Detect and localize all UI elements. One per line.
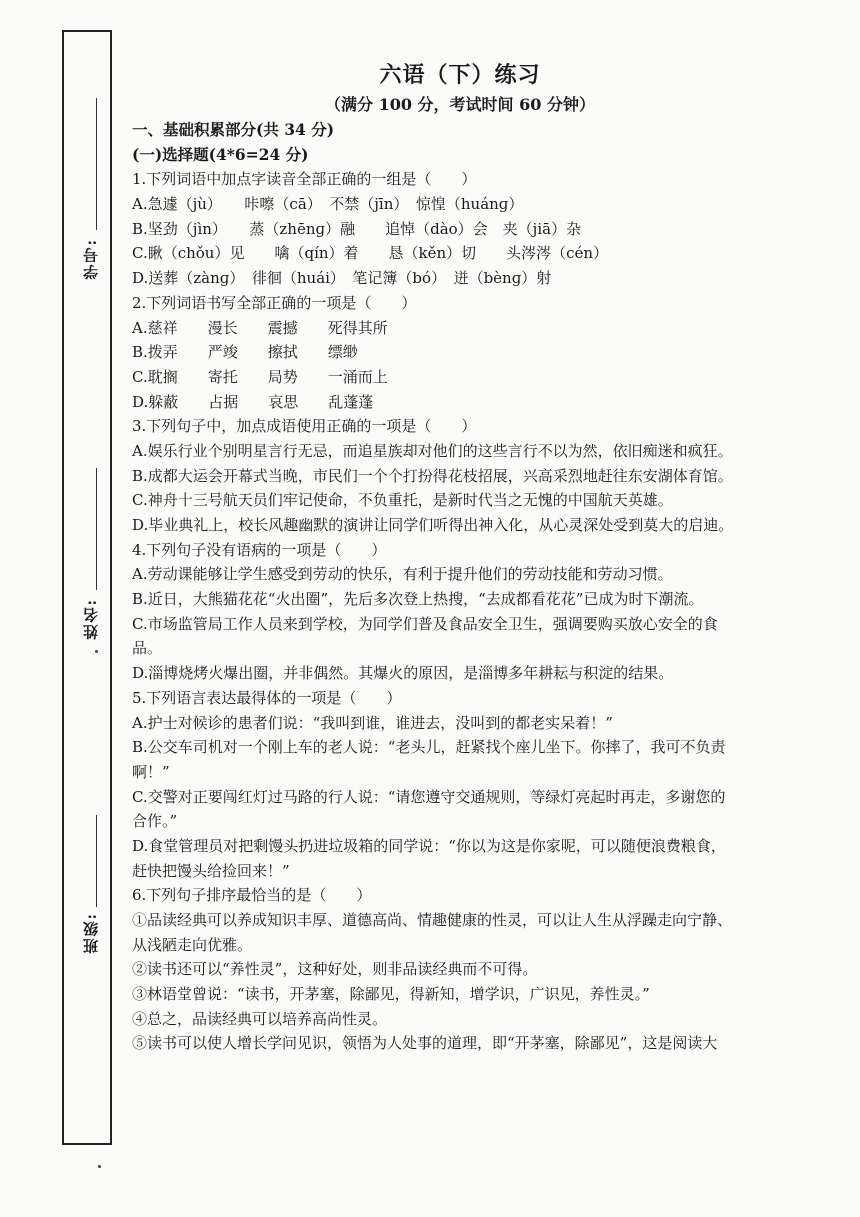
part-heading: (一)选择题(4*6=24 分) [132, 144, 309, 164]
q5-line: A.护士对候诊的患者们说：“我叫到谁，谁进去，没叫到的都老实呆着！” [132, 713, 613, 732]
q4-line: C.市场监管局工作人员来到学校，为同学们普及食品安全卫生，强调要购买放心安全的食 [132, 614, 718, 633]
q3-option: D.毕业典礼上，校长风趣幽默的演讲让同学们听得出神入化，从心灵深处受到莫大的启迪。 [132, 516, 734, 534]
q2-option: D.躲蔽 占据 哀思 乱蓬蓬 [132, 392, 374, 411]
binding-margin-frame [62, 30, 112, 1145]
exam-content [132, 118, 832, 1056]
q5-line: D.食堂管理员对把剩馒头扔进垃圾箱的同学说：“你以为这是你家呢，可以随便浪费粮食， [132, 836, 726, 855]
q2-option: B.拨弄 严竣 擦拭 缥缈 [132, 343, 358, 362]
q6-line: ④总之，品读经典可以培养高尚性灵。 [132, 1009, 388, 1028]
q4-line: B.近日，大熊猫花花“火出圈”，先后多次登上热搜，“去成都看花花”已成为时下潮流。 [132, 590, 704, 609]
q5-stem: 5.下列语言表达最得体的一项是（ ） [132, 688, 402, 707]
student-number-line [96, 98, 97, 230]
student-name-label: 姓名: [82, 598, 100, 640]
exam-title: 六语（下）练习 [379, 62, 541, 88]
class-line [96, 815, 97, 907]
exam-subtitle: （满分 100 分，考试时间 60 分钟） [325, 95, 595, 114]
q1-stem: 1.下列词语中加点字读音全部正确的一组是（ ） [132, 170, 477, 189]
q1-option: B.坚劲（jìn） 蒸（zhēnɡ）融 追悼（dào）会 夹（jiā）杂 [132, 219, 582, 238]
student-number-label: 学号: [82, 238, 100, 280]
q3-option: C.神舟十三号航天员们牢记使命，不负重托，是新时代当之无愧的中国航天英雄。 [132, 491, 673, 510]
q3-option: B.成都大运会开幕式当晚，市民们一个个打扮得花枝招展，兴高采烈地赶往东安湖体育馆。 [132, 466, 733, 485]
q6-line: ②读书还可以“养性灵”，这种好处，则非品读经典而不可得。 [132, 960, 538, 979]
q5-line: 啊！” [132, 762, 170, 781]
q1-option: C.瞅（chǒu）见 噙（qín）着 恳（kěn）切 头涔涔（cén） [132, 244, 609, 263]
q3-option: A.娱乐行业个别明星言行无忌，而追星族却对他们的这些言行不以为然，依旧痴迷和疯狂。 [132, 441, 733, 460]
q4-stem: 4.下列句子没有语病的一项是（ ） [132, 540, 387, 559]
q3-stem: 3.下列句子中，加点成语使用正确的一项是（ ） [132, 417, 477, 436]
q4-line: D.淄博烧烤火爆出圈，并非偶然。其爆火的原因，是淄博多年耕耘与积淀的结果。 [132, 664, 674, 683]
q4-line: 品。 [132, 639, 163, 658]
q5-line: 赶快把馒头给捡回来！” [132, 861, 290, 880]
class-label: 班级: [82, 912, 100, 954]
student-name-line [96, 468, 97, 590]
q5-line: C.交警对正要闯红灯过马路的行人说：“请您遵守交通规则，等绿灯亮起时再走，多谢您的 [132, 787, 726, 806]
scan-speck [98, 1165, 101, 1168]
q1-option: A.急遽（jù） 咔嚓（cā） 不禁（jīn） 惊惶（huánɡ） [132, 195, 524, 214]
section-heading: 一、基础积累部分(共 34 分) [132, 120, 335, 139]
q2-option: A.慈祥 漫长 震撼 死得其所 [132, 318, 388, 337]
q1-option: D.送葬（zànɡ） 徘徊（huái） 笔记簿（bó） 迸（bènɡ）射 [132, 269, 552, 288]
scan-speck [95, 650, 98, 653]
q6-line: ⑤读书可以使人增长学问见识，领悟为人处事的道理，即“开茅塞，除鄙见”，这是阅读大 [132, 1034, 718, 1053]
q4-line: A.劳动课能够让学生感受到劳动的快乐，有利于提升他们的劳动技能和劳动习惯。 [132, 565, 673, 584]
q6-line: ①品读经典可以养成知识丰厚、道德高尚、情趣健康的性灵，可以让人生从浮躁走向宁静、 [132, 911, 733, 929]
q2-stem: 2.下列词语书写全部正确的一项是（ ） [132, 293, 417, 312]
q5-line: 合作。” [132, 812, 178, 831]
q6-stem: 6.下列句子排序最恰当的是（ ） [132, 886, 372, 905]
q6-line: ③林语堂曾说：“读书，开茅塞，除鄙见，得新知，增学识，广识见，养性灵。” [132, 985, 650, 1004]
q6-line: 从浅陋走向优雅。 [132, 935, 253, 954]
q5-line: B.公交车司机对一个刚上车的老人说：“老头儿，赶紧找个座儿坐下。你摔了，我可不负责 [132, 738, 726, 757]
q2-option: C.耽搁 寄托 局势 一涌而上 [132, 367, 388, 386]
